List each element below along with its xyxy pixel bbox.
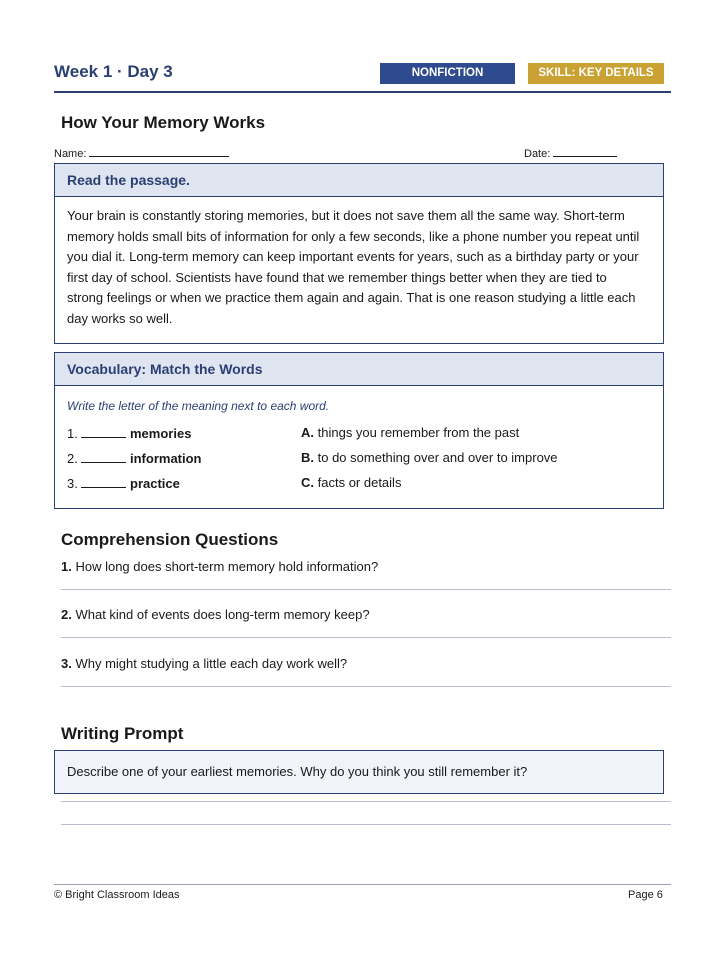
header-divider: [54, 91, 671, 93]
footer-copyright: © Bright Classroom Ideas: [54, 889, 180, 901]
name-field[interactable]: [54, 146, 229, 160]
passage-line: Your brain is constantly storing memories, but it does not save them all the same way. Short-term: [67, 208, 625, 223]
answer-blank[interactable]: [81, 425, 126, 438]
week-day-title: Week 1 · Day 3: [54, 62, 173, 81]
question-number: 2.: [61, 607, 72, 622]
comprehension-heading: Comprehension Questions: [61, 530, 279, 549]
passage-line: first day of school. Scientists have found that we remember things better when they are tied to: [67, 269, 607, 285]
answer-line[interactable]: [61, 686, 671, 687]
question-text: Why might studying a little each day work well?: [75, 656, 348, 671]
vocab-word-row: [67, 475, 180, 491]
passage-heading: Read the passage.: [55, 164, 663, 197]
name-blank[interactable]: [89, 146, 229, 157]
definition-letter: A.: [301, 425, 314, 440]
vocab-word-row: [67, 425, 191, 441]
date-field[interactable]: [524, 146, 617, 160]
vocab-word: practice: [130, 476, 180, 491]
passage-line: you dial it. Long-term memory can keep important events for years, such as a birthday party or your: [67, 249, 639, 265]
page-number: Page 6: [628, 889, 663, 901]
writing-prompt-box: Describe one of your earliest memories. Why do you think you still remember it?: [54, 750, 664, 794]
answer-blank[interactable]: [81, 450, 126, 463]
answer-line[interactable]: [61, 801, 671, 802]
vocab-definition: [301, 450, 558, 465]
definition-text: to do something over and over to improve: [317, 450, 558, 465]
answer-line[interactable]: [61, 824, 671, 825]
passage-line: day works so well.: [67, 310, 173, 326]
vocab-word: memories: [130, 426, 192, 441]
question-2: [61, 607, 370, 622]
passage-line: strong feelings or when we practice them again and again. That is one reason studying a little each: [67, 290, 636, 306]
question-number: 1.: [61, 559, 72, 574]
genre-tag: NONFICTION: [380, 63, 515, 84]
question-3: [61, 656, 347, 671]
writing-heading: Writing Prompt: [61, 724, 184, 743]
definition-letter: B.: [301, 450, 314, 465]
passage-text: [55, 197, 663, 330]
vocab-word: information: [130, 451, 202, 466]
question-text: How long does short-term memory hold information?: [75, 559, 379, 574]
vocab-definition: [301, 475, 401, 490]
date-label: Date:: [524, 148, 551, 160]
passage-box: [54, 163, 664, 344]
footer-divider: [54, 884, 671, 885]
vocab-word-row: [67, 450, 202, 466]
answer-line[interactable]: [61, 589, 671, 590]
question-text: What kind of events does long-term memory keep?: [75, 607, 370, 622]
question-number: 3.: [61, 656, 72, 671]
definition-text: things you remember from the past: [317, 425, 520, 440]
name-label: Name:: [54, 148, 87, 160]
page-title: How Your Memory Works: [61, 113, 266, 132]
vocabulary-instruction: Write the letter of the meaning next to each word.: [67, 399, 330, 413]
vocab-number: 1.: [67, 426, 78, 441]
definition-letter: C.: [301, 475, 314, 490]
definition-text: facts or details: [317, 475, 402, 490]
passage-line: memory holds small bits of information for only a few seconds, like a phone number you repeat until: [67, 228, 640, 244]
vocabulary-heading: Vocabulary: Match the Words: [55, 353, 663, 386]
answer-line[interactable]: [61, 637, 671, 638]
vocab-number: 3.: [67, 476, 78, 491]
answer-blank[interactable]: [81, 475, 126, 488]
date-blank[interactable]: [553, 146, 617, 157]
vocab-number: 2.: [67, 451, 78, 466]
question-1: [61, 559, 378, 574]
vocabulary-box: [54, 352, 664, 509]
vocab-definition: [301, 425, 519, 440]
skill-tag: SKILL: KEY DETAILS: [528, 63, 664, 84]
